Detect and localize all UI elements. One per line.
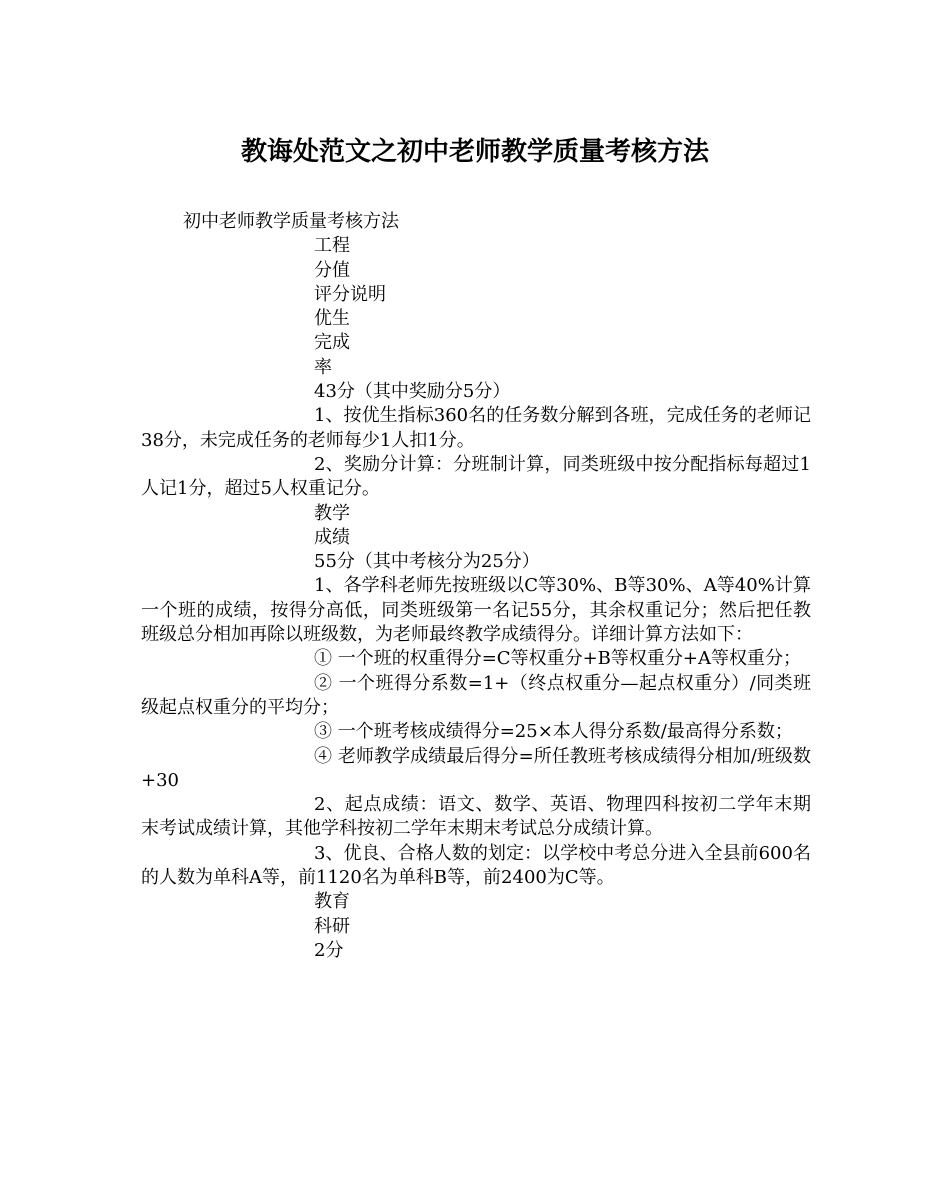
criteria-paragraph: 2、奖励分计算：分班制计算，同类班级中按分配指标每超过1人记1分，超过5人权重记分。 (141, 453, 811, 500)
intro-line: 初中老师教学质量考核方法 (183, 211, 399, 232)
table-cell-score: 分值 (314, 259, 350, 281)
formula-paragraph: ② 一个班得分系数=1+（终点权重分—起点权重分）/同类班级起点权重分的平均分； (141, 672, 811, 718)
table-cell-item: 教育 (314, 891, 350, 913)
table-cell-criteria: 评分说明 (314, 283, 386, 305)
table-cell-item: 完成 (314, 332, 350, 354)
criteria-paragraph: 2、起点成绩：语文、数学、英语、物理四科按初二学年末期末考试成绩计算，其他学科按初二学年末期末考试总分成绩计算。 (141, 794, 811, 840)
document-title: 教诲处范文之初中老师教学质量考核方法 (240, 137, 709, 167)
table-cell-item: 优生 (314, 308, 350, 330)
criteria-paragraph: 1、按优生指标360名的任务数分解到各班，完成任务的老师记38分，未完成任务的老师每少1人扣1分。 (141, 405, 811, 451)
formula-paragraph: ③ 一个班考核成绩得分=25×本人得分系数/最高得分系数； (314, 721, 793, 743)
table-cell-item: 科研 (314, 915, 350, 937)
table-cell-project: 工程 (314, 235, 350, 257)
table-cell-item: 成绩 (314, 526, 350, 548)
table-cell-item: 率 (314, 356, 332, 378)
document-body (141, 210, 811, 963)
criteria-paragraph: 3、优良、合格人数的划定：以学校中考总分进入全县前600名的人数为单科A等，前1120名为单科B等，前2400为C等。 (141, 842, 811, 889)
formula-paragraph: ④ 老师教学成绩最后得分=所任教班考核成绩得分相加/班级数+30 (141, 745, 811, 791)
formula-paragraph: ① 一个班的权重得分=C等权重分+B等权重分+A等权重分； (314, 648, 801, 670)
table-cell-item: 教学 (314, 502, 350, 524)
table-cell-score: 2分 (314, 939, 344, 961)
criteria-paragraph: 1、各学科老师先按班级以C等30%、B等30%、A等40%计算一个班的成绩，按得分高低，同类班级第一名记55分，其余权重记分；然后把任教班级总分相加再除以班级数，为老师最终教学成绩得分。详细计算方法如下： (141, 575, 811, 646)
table-cell-score: 43分（其中奖励分5分） (314, 381, 511, 403)
table-cell-score: 55分（其中考核分为25分） (314, 551, 540, 573)
